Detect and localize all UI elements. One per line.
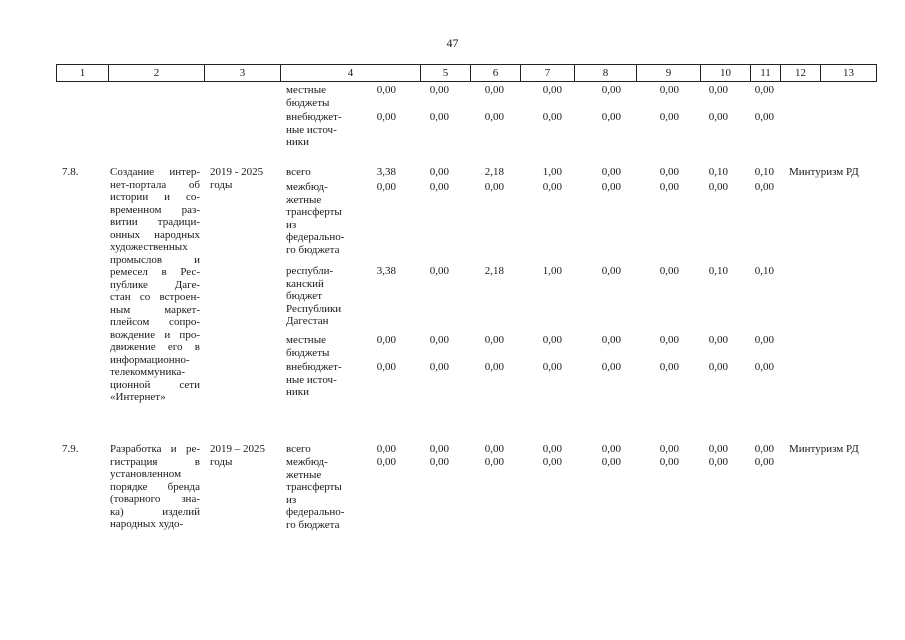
measure-name-line: ремесел в Рес- (110, 266, 200, 278)
value-cell-col-11: 0,00 (708, 111, 728, 123)
source-line: го бюджета (286, 243, 340, 256)
value-cell-col-9: 0,00 (601, 334, 621, 346)
source-line: бюджеты (286, 96, 330, 109)
measure-name-line: ным маркет- (110, 303, 200, 316)
value-cell-col-6: 0,00 (429, 456, 449, 468)
measure-number: 7.8. (62, 166, 79, 178)
value-cell-col-8: 1,00 (542, 166, 562, 178)
funding-source (286, 166, 311, 179)
header-col-7: 7 (521, 65, 575, 82)
value-cell-col-11: 0,00 (708, 84, 728, 96)
source-line: межбюд- (286, 456, 328, 468)
measure-name-line: промыслов и (110, 253, 200, 266)
source-extrabudgetary (286, 111, 342, 149)
value-cell-col-10: 0,00 (659, 456, 679, 468)
header-col-13: 13 (821, 65, 877, 82)
source-line: из (286, 218, 297, 231)
value-cell-col-12: 0,10 (754, 265, 774, 277)
value-cell-col-6: 0,00 (429, 443, 449, 455)
value-cell-col-5: 0,00 (376, 334, 396, 346)
measure-name-line: художественных (110, 241, 188, 253)
value-cell-col-8: 1,00 (542, 265, 562, 277)
source-line: внебюджет- (286, 111, 342, 123)
source-line: межбюд- (286, 181, 328, 193)
funding-source (286, 456, 344, 531)
source-line: Дагестан (286, 315, 329, 327)
measure-name-line: нет-портала об (110, 178, 200, 191)
value-cell-col-6: 0,00 (429, 334, 449, 346)
measure-name-line: порядке бренда (110, 480, 200, 493)
executor: Минтуризм РД (789, 443, 859, 455)
value-cell-col-6: 0,00 (429, 181, 449, 193)
value-cell-col-10: 0,00 (659, 361, 679, 373)
measure-name-line: Создание интер- (110, 166, 200, 178)
measure-name-line: движение его в (110, 341, 200, 353)
value-cell-col-5: 3,38 (376, 166, 396, 178)
period-unit: годы (210, 178, 233, 191)
value-cell-col-8: 0,00 (542, 456, 562, 468)
measure-name-line: информационно- (110, 353, 190, 366)
source-line: канский (286, 277, 324, 290)
value-cell-col-9: 0,00 (601, 84, 621, 96)
measure-name-line: витии традици- (110, 216, 200, 228)
source-line: федерально- (286, 506, 345, 518)
value-cell-col-10: 0,00 (659, 265, 679, 277)
value-cell-col-7: 2,18 (484, 265, 504, 277)
value-cell-col-11: 0,00 (708, 334, 728, 346)
measure-name-line: публике Даге- (110, 278, 200, 291)
source-line: бюджет (286, 290, 322, 302)
value-cell-col-9: 0,00 (601, 166, 621, 178)
source-line: жетные (286, 468, 322, 481)
value-cell-col-6: 0,00 (429, 265, 449, 277)
source-line: ные источ- (286, 373, 337, 386)
value-cell-col-8: 0,00 (542, 84, 562, 96)
value-cell-col-10: 0,00 (659, 443, 679, 455)
value-cell-col-12: 0,00 (754, 111, 774, 123)
measure-name-line: гистрация в (110, 455, 200, 468)
value-cell-col-10: 0,00 (659, 334, 679, 346)
value-cell-col-8: 0,00 (542, 111, 562, 123)
source-line: внебюджет- (286, 361, 342, 373)
value-cell-col-12: 0,00 (754, 84, 774, 96)
executor: Минтуризм РД (789, 166, 859, 178)
header-col-12: 12 (781, 65, 821, 82)
value-cell-col-11: 0,10 (708, 166, 728, 178)
source-line: трансферты (286, 206, 342, 218)
funding-source (286, 443, 311, 456)
measure-name-line: истории и со- (110, 191, 200, 203)
source-line: жетные (286, 193, 322, 206)
value-cell-col-11: 0,00 (708, 443, 728, 455)
value-cell-col-8: 0,00 (542, 334, 562, 346)
value-cell-col-11: 0,00 (708, 181, 728, 193)
source-line: федерально- (286, 231, 345, 243)
measure-name-line: установленном (110, 468, 182, 480)
funding-source (286, 181, 344, 256)
value-cell-col-6: 0,00 (429, 166, 449, 178)
value-cell-col-7: 0,00 (484, 111, 504, 123)
value-cell-col-7: 2,18 (484, 166, 504, 178)
source-local-budgets (286, 84, 329, 109)
header-col-3: 3 (205, 65, 281, 82)
value-cell-col-8: 0,00 (542, 443, 562, 455)
header-col-9: 9 (637, 65, 701, 82)
measure-name (110, 166, 200, 404)
value-cell-col-6: 0,00 (429, 361, 449, 373)
period-years: 2019 – 2025 (210, 443, 265, 455)
value-cell-col-5: 0,00 (376, 361, 396, 373)
value-cell-col-9: 0,00 (601, 181, 621, 193)
header-col-10: 10 (701, 65, 751, 82)
measure-name-line: Разработка и ре- (110, 443, 200, 455)
value-cell-col-9: 0,00 (601, 265, 621, 277)
value-cell-col-12: 0,00 (754, 443, 774, 455)
source-line: Республики (286, 302, 342, 315)
value-cell-col-12: 0,10 (754, 166, 774, 178)
value-cell-col-9: 0,00 (601, 443, 621, 455)
value-cell-col-12: 0,00 (754, 181, 774, 193)
value-cell-col-12: 0,00 (754, 361, 774, 373)
value-cell-col-9: 0,00 (601, 456, 621, 468)
measure-name-line: вождение и про- (110, 328, 200, 341)
measure-name-line: народных худо- (110, 518, 184, 530)
value-cell-col-7: 0,00 (484, 443, 504, 455)
measure-number: 7.9. (62, 443, 79, 455)
measure-name-line: ка) изделий (110, 505, 200, 518)
measure-name-line: онных народных (110, 228, 200, 241)
value-cell-col-10: 0,00 (659, 84, 679, 96)
value-cell-col-9: 0,00 (601, 361, 621, 373)
value-cell-col-7: 0,00 (484, 361, 504, 373)
header-col-4: 4 (281, 65, 421, 82)
funding-source (286, 361, 342, 399)
page-number: 47 (446, 36, 459, 50)
measure-name-line: телекоммуника- (110, 366, 186, 378)
value-cell-col-11: 0,00 (708, 361, 728, 373)
source-line: республи- (286, 265, 334, 277)
value-cell-col-7: 0,00 (484, 456, 504, 468)
header-col-5: 5 (421, 65, 471, 82)
value-cell-col-5: 0,00 (376, 456, 396, 468)
value-cell-col-8: 0,00 (542, 361, 562, 373)
value-cell-col-8: 0,00 (542, 181, 562, 193)
source-line: всего (286, 166, 311, 178)
value-cell-col-5: 3,38 (376, 265, 396, 277)
header-col-2: 2 (109, 65, 205, 82)
source-line: ные источ- (286, 123, 337, 136)
value-cell-col-11: 0,10 (708, 265, 728, 277)
measure-name-line: временном раз- (110, 203, 200, 216)
source-line: местные (286, 334, 326, 346)
value-cell-col-7: 0,00 (484, 181, 504, 193)
period-unit: годы (210, 455, 233, 468)
measure-name-line: стан со встроен- (110, 291, 200, 303)
value-cell-col-12: 0,00 (754, 456, 774, 468)
header-col-1: 1 (57, 65, 109, 82)
source-line: бюджеты (286, 346, 330, 359)
value-cell-col-5: 0,00 (376, 443, 396, 455)
period-years: 2019 - 2025 (210, 166, 264, 178)
header-col-8: 8 (575, 65, 637, 82)
funding-source (286, 265, 341, 328)
value-cell-col-7: 0,00 (484, 84, 504, 96)
source-line: ники (286, 386, 310, 398)
value-cell-col-12: 0,00 (754, 334, 774, 346)
source-line: всего (286, 443, 311, 455)
value-cell-col-6: 0,00 (429, 111, 449, 123)
source-line: го бюджета (286, 518, 340, 531)
value-cell-col-10: 0,00 (659, 181, 679, 193)
source-line: трансферты (286, 481, 342, 493)
measure-name-line: (товарного зна- (110, 493, 200, 505)
column-number-header (56, 64, 877, 82)
source-line: из (286, 493, 297, 506)
value-cell-col-5: 0,00 (376, 111, 396, 123)
value-cell-col-6: 0,00 (429, 84, 449, 96)
header-col-11: 11 (751, 65, 781, 82)
header-col-6: 6 (471, 65, 521, 82)
measure-name-line: плейсом сопро- (110, 316, 200, 328)
value-cell-col-10: 0,00 (659, 111, 679, 123)
value-cell-col-10: 0,00 (659, 166, 679, 178)
measure-name-line: ционной сети (110, 378, 200, 391)
source-line: местные (286, 84, 326, 96)
value-cell-col-5: 0,00 (376, 181, 396, 193)
measure-name-line: «Интернет» (110, 391, 166, 403)
measure-name (110, 443, 200, 531)
source-line: ники (286, 136, 310, 148)
value-cell-col-11: 0,00 (708, 456, 728, 468)
value-cell-col-7: 0,00 (484, 334, 504, 346)
funding-source (286, 334, 329, 359)
value-cell-col-5: 0,00 (376, 84, 396, 96)
value-cell-col-9: 0,00 (601, 111, 621, 123)
